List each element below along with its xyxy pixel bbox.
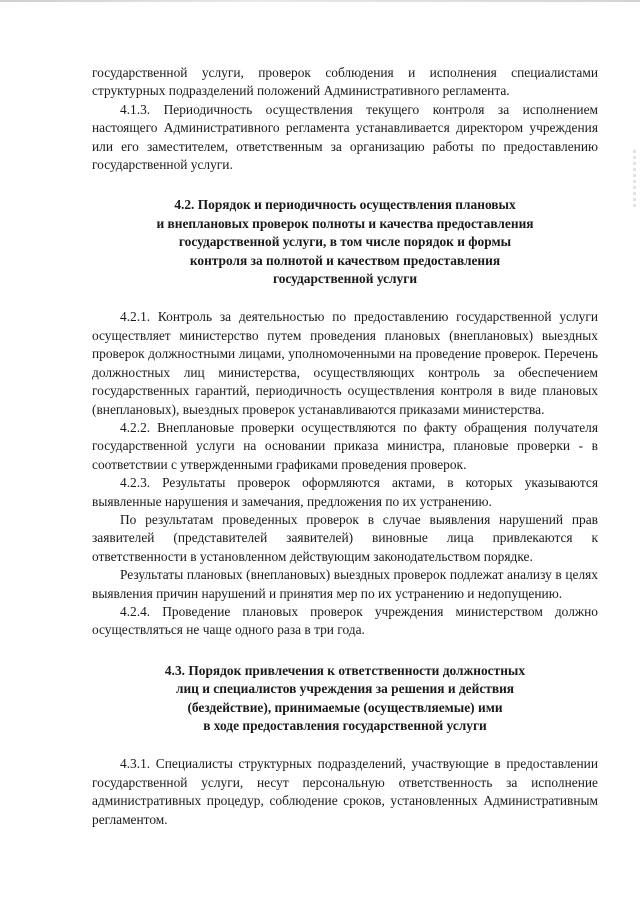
scan-margin-mark: [633, 150, 636, 210]
paragraph-4-2-3: 4.2.3. Результаты проверок оформляются актами, в которых указываются выявленные нарушения и замечания, предложения по их устранению.: [92, 475, 598, 509]
heading-line: лиц и специалистов учреждения за решения и действия: [175, 681, 515, 697]
paragraph-4-2-2: 4.2.2. Внеплановые проверки осуществляются по факту обращения получателя государственной услуги на основании приказа министра, плановые проверки - в соответствии с утвержденными графиками проведения проверок.: [92, 419, 598, 472]
paragraph-results-analysis: Результаты плановых (внеплановых) выездных проверок подлежат анализу в целях выявления причин нарушений и принятия мер по их устранению и недопущению.: [92, 567, 598, 601]
heading-line: государственной услуги: [272, 271, 418, 287]
paragraph-4-3-1: 4.3.1. Специалисты структурных подразделений, участвующие в предоставлении государственной услуги, несут персональную ответственность за исполнение административных процедур, соблюдение сроков, установленных Административным регламентом.: [92, 756, 598, 827]
paragraph-intro-continuation: государственной услуги, проверок соблюдения и исполнения специалистами структурных подразделений положений Административного регламента.: [92, 65, 598, 99]
heading-line: и внеплановых проверок полноты и качества предоставления: [156, 215, 534, 231]
scan-top-edge: [0, 0, 640, 2]
heading-line: (бездействие), принимаемые (осуществляемые) ими: [187, 699, 503, 715]
heading-line: государственной услуги, в том числе порядок и формы: [178, 234, 512, 250]
heading-line: 4.3. Порядок привлечения к ответственности должностных: [164, 662, 526, 678]
paragraph-4-2-1: 4.2.1. Контроль за деятельностью по предоставлению государственной услуги осуществляет министерство путем проведения плановых (внеплановых) выездных проверок должностными лицами, уполномоченными на проведение проверок. Перечень должностных лиц министерства, осуществляющих контроль за обеспечением государственных гарантий, периодичность осуществления контроля в виде плановых (внеплановых), выездных проверок устанавливаются приказами министерства.: [92, 309, 598, 417]
section-heading-4-2: [92, 196, 598, 288]
heading-line: контроля за полнотой и качеством предоставления: [189, 252, 501, 268]
heading-line: 4.2. Порядок и периодичность осуществления плановых: [174, 197, 516, 213]
document-page: [92, 64, 598, 829]
heading-line: в ходе предоставления государственной услуги: [203, 718, 487, 733]
paragraph-4-1-3: 4.1.3. Периодичность осуществления текущего контроля за исполнением настоящего Административного регламента устанавливается директором учреждения или его заместителем, ответственным за организацию работы по предоставлению государственной услуги.: [92, 101, 598, 173]
section-heading-4-3: [92, 662, 598, 736]
paragraph-4-2-4: 4.2.4. Проведение плановых проверок учреждения министерством должно осуществляться не чаще одного раза в три года.: [92, 603, 598, 638]
paragraph-violations: По результатам проведенных проверок в случае выявления нарушений прав заявителей (представителей заявителей) виновные лица привлекаются к ответственности в установленном действующим законодательством порядке.: [92, 511, 598, 564]
